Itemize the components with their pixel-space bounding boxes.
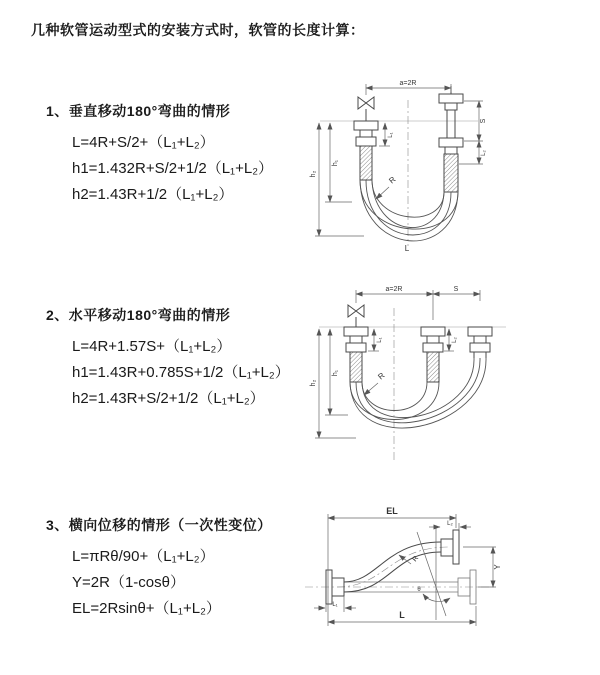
pipe-fittings — [344, 305, 492, 382]
dim-label-a2r: a=2R — [385, 286, 403, 293]
hose-curves — [350, 358, 486, 428]
dim-label-el: EL — [386, 506, 398, 516]
formula-y: Y=2R（1-cosθ） — [72, 574, 185, 591]
pipe-fittings — [354, 86, 463, 192]
valve-icon — [348, 305, 364, 317]
dim-label-s: S — [453, 286, 459, 293]
dim-label-s: S — [480, 118, 487, 124]
angle-label: θ — [417, 587, 421, 593]
dim-label-h2: h₂ — [310, 170, 317, 178]
formula-length: L=πRθ/90+（L₁+L₂） — [72, 548, 215, 565]
dim-label-l: L — [399, 610, 405, 620]
formula-h1: h1=1.43R+0.785S+1/2（L₁+L₂） — [72, 364, 290, 381]
section-lateral-displacement — [46, 515, 326, 622]
section-3-heading: 3、横向位移的情形（一次性变位） — [46, 517, 272, 533]
section-vertical-movement — [46, 101, 326, 208]
radius-label: R — [411, 554, 421, 564]
dim-label-l2: L₂ — [452, 337, 458, 343]
dimension-lines — [315, 290, 480, 438]
formula-h2: h2=1.43R+1/2（L₁+L₂） — [72, 186, 234, 203]
dim-label-l2: L₂ — [481, 150, 487, 156]
diagram-vertical-180-bend — [306, 74, 511, 254]
dim-label-a2r: a=2R — [399, 80, 417, 87]
hose-curves — [360, 180, 458, 241]
section-1-heading: 1、垂直移动180°弯曲的情形 — [46, 103, 231, 119]
dim-label-l1: L₁ — [377, 337, 383, 343]
valve-icon — [358, 97, 374, 109]
formula-h1: h1=1.432R+S/2+1/2（L₁+L₂） — [72, 160, 274, 177]
dim-label-l2: L₂ — [447, 521, 453, 527]
diagram-horizontal-180-bend — [306, 280, 518, 468]
formula-length: L=4R+S/2+（L₁+L₂） — [72, 134, 215, 151]
diagram-lateral-displacement — [293, 500, 515, 642]
formula-el: EL=2Rsinθ+（L₁+L₂） — [72, 600, 221, 617]
dim-label-l1: L₁ — [332, 602, 338, 608]
dim-label-h1: h₁ — [332, 159, 339, 167]
radius-label: R — [376, 370, 387, 382]
dim-label-h2: h₂ — [310, 379, 317, 387]
dimension-lines — [314, 514, 496, 626]
section-horizontal-movement — [46, 305, 326, 412]
dim-label-y: Y — [493, 564, 502, 570]
page-title: 几种软管运动型式的安装方式时，软管的长度计算： — [31, 22, 365, 38]
formula-h2: h2=1.43R+S/2+1/2（L₁+L₂） — [72, 390, 265, 407]
length-label: L — [404, 244, 410, 253]
radius-label: R — [387, 174, 398, 186]
section-2-heading: 2、水平移动180°弯曲的情形 — [46, 307, 231, 323]
dim-label-l1: L₁ — [388, 132, 394, 138]
formula-length: L=4R+1.57S+（L₁+L₂） — [72, 338, 232, 355]
construction-lines — [417, 526, 450, 620]
dim-label-h1: h₁ — [332, 369, 339, 377]
flanges-and-hose — [326, 530, 459, 604]
